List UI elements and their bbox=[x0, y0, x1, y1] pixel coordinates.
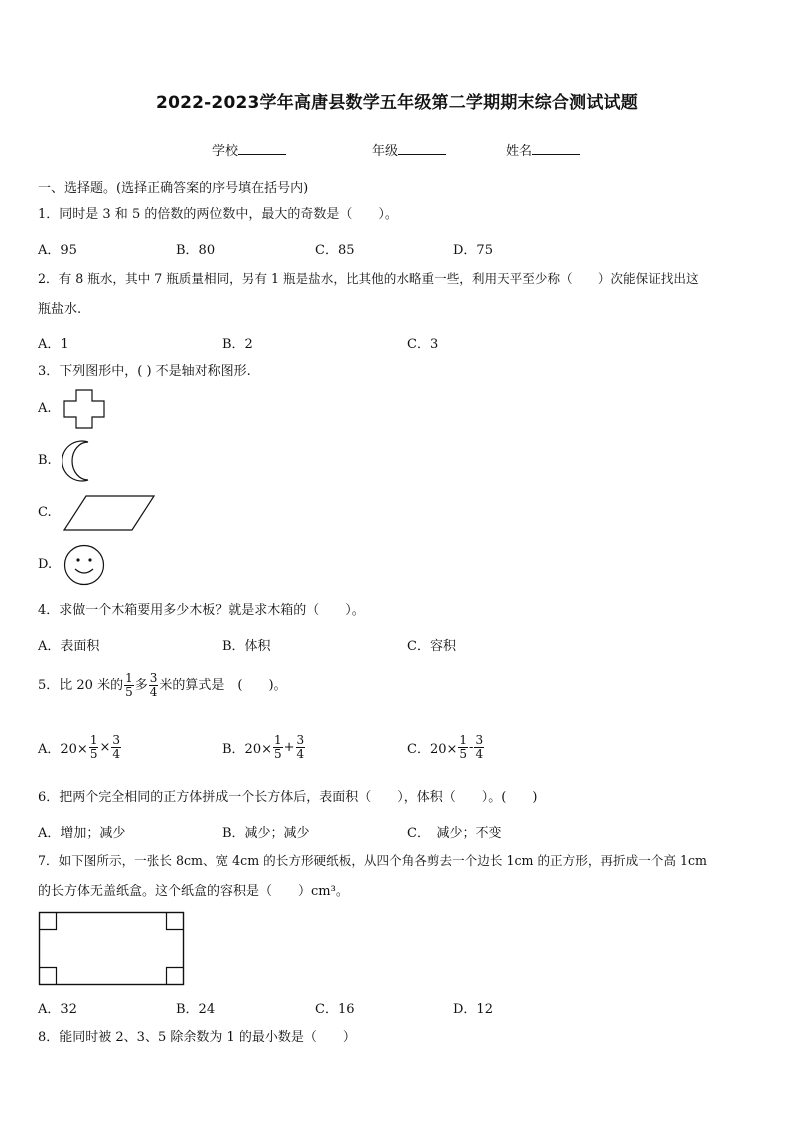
q5-option-c-prefix: C．20× bbox=[407, 742, 458, 757]
q5-option-c-fraction-1 bbox=[458, 734, 468, 761]
grade-label: 年级 bbox=[372, 144, 399, 159]
q5-option-a-operator: × bbox=[99, 740, 111, 755]
q5-option-c-operator: - bbox=[469, 740, 474, 755]
q7-option-c: C．16 bbox=[315, 1002, 355, 1017]
fraction-numerator: 3 bbox=[475, 733, 484, 747]
fraction-denominator: 4 bbox=[149, 685, 158, 699]
cardboard-corners-diagram bbox=[38, 911, 186, 987]
q5-text-mid: 多 bbox=[134, 677, 148, 693]
fraction-numerator: 1 bbox=[125, 671, 133, 685]
section-heading: 一、选择题。(选择正确答案的序号填在括号内) bbox=[38, 181, 309, 196]
q4-option-a: A．表面积 bbox=[38, 639, 100, 654]
fraction-numerator: 3 bbox=[149, 671, 158, 685]
q3-option-a: A. bbox=[38, 401, 52, 416]
q7-option-d: D．12 bbox=[453, 1002, 493, 1017]
q5-option-c-fraction-2 bbox=[474, 734, 484, 761]
q5-option-b-fraction-2 bbox=[296, 734, 306, 761]
fraction-numerator: 3 bbox=[112, 733, 121, 747]
name-field bbox=[506, 140, 580, 159]
grade-blank bbox=[398, 142, 446, 155]
q6-option-c: C． 减少；不变 bbox=[407, 826, 502, 841]
fraction-denominator: 5 bbox=[274, 747, 282, 761]
q3-option-d: D. bbox=[38, 557, 53, 572]
q2-option-c: C．3 bbox=[407, 337, 439, 352]
fraction-numerator: 1 bbox=[459, 733, 468, 747]
q5-option-b-operator: + bbox=[283, 740, 295, 755]
parallelogram-icon bbox=[62, 494, 156, 532]
q5-option-a-fraction-2 bbox=[111, 734, 121, 761]
q3-option-c: C. bbox=[38, 505, 52, 520]
q2-option-b: B．2 bbox=[222, 337, 253, 352]
crescent-moon-icon bbox=[62, 440, 96, 482]
cross-shape-icon bbox=[63, 389, 105, 429]
q5-fraction-1 bbox=[124, 672, 134, 699]
q2-text-line2: 瓶盐水. bbox=[38, 302, 82, 317]
fraction-numerator: 3 bbox=[296, 733, 305, 747]
grade-field bbox=[372, 140, 446, 159]
fraction-denominator: 5 bbox=[459, 747, 468, 761]
school-field bbox=[212, 140, 286, 159]
q3-option-b: B. bbox=[38, 453, 52, 468]
q2-option-a: A．1 bbox=[38, 337, 69, 352]
q5-text bbox=[38, 672, 287, 699]
q1-option-a: A．95 bbox=[38, 243, 77, 258]
q4-option-c: C．容积 bbox=[407, 639, 456, 654]
q5-option-b-prefix: B．20× bbox=[222, 742, 272, 757]
fraction-denominator: 4 bbox=[112, 747, 121, 761]
q5-option-c bbox=[407, 734, 485, 761]
q1-text: 1．同时是 3 和 5 的倍数的两位数中，最大的奇数是（ ）。 bbox=[38, 207, 398, 222]
fraction-denominator: 5 bbox=[125, 685, 133, 699]
fraction-denominator: 4 bbox=[475, 747, 484, 761]
q7-option-a: A．32 bbox=[38, 1002, 77, 1017]
fraction-numerator: 1 bbox=[89, 733, 98, 747]
name-blank bbox=[532, 142, 580, 155]
q5-option-a bbox=[38, 734, 122, 761]
q1-option-b: B．80 bbox=[176, 243, 216, 258]
q5-option-a-fraction-1 bbox=[89, 734, 99, 761]
q6-text: 6．把两个完全相同的正方体拼成一个长方体后，表面积（ ），体积（ ）。( ) bbox=[38, 790, 538, 805]
page-title: 2022-2023学年高唐县数学五年级第二学期期末综合测试试题 bbox=[156, 93, 638, 113]
q5-fraction-2 bbox=[149, 672, 159, 699]
q3-text: 3．下列图形中，( ) 不是轴对称图形. bbox=[38, 364, 251, 379]
name-label: 姓名 bbox=[506, 144, 533, 159]
q5-option-b bbox=[222, 734, 306, 761]
q4-option-b: B．体积 bbox=[222, 639, 271, 654]
fraction-denominator: 5 bbox=[89, 747, 98, 761]
q6-option-b: B．减少；减少 bbox=[222, 826, 310, 841]
q5-option-a-prefix: A．20× bbox=[38, 742, 88, 757]
q5-text-pre: 5．比 20 米的 bbox=[38, 677, 124, 693]
q2-text-line1: 2．有 8 瓶水，其中 7 瓶质量相同，另有 1 瓶是盐水，比其他的水略重一些，利用天平至少称（ ）次能保证找出这 bbox=[38, 271, 699, 286]
q5-text-post: 米的算式是 ( )。 bbox=[159, 677, 287, 693]
school-blank bbox=[238, 142, 286, 155]
q6-option-a: A．增加；减少 bbox=[38, 826, 126, 841]
smiley-face-icon bbox=[63, 544, 105, 586]
q8-text: 8．能同时被 2、3、5 除余数为 1 的最小数是（ ） bbox=[38, 1030, 356, 1045]
q4-text: 4．求做一个木箱要用多少木板？就是求木箱的（ ）。 bbox=[38, 603, 365, 618]
fraction-numerator: 1 bbox=[274, 733, 282, 747]
q7-text-line2: 的长方体无盖纸盒。这个纸盒的容积是（ ）cm³。 bbox=[38, 884, 349, 899]
q1-option-c: C．85 bbox=[315, 243, 355, 258]
q7-option-b: B．24 bbox=[176, 1002, 216, 1017]
q1-option-d: D．75 bbox=[453, 243, 493, 258]
q5-option-b-fraction-1 bbox=[273, 734, 283, 761]
school-label: 学校 bbox=[212, 144, 239, 159]
q7-text-line1: 7．如下图所示，一张长 8cm、宽 4cm 的长方形硬纸板，从四个角各剪去一个边长 1cm 的正方形，再折成一个高 1cm bbox=[38, 853, 707, 868]
fraction-denominator: 4 bbox=[296, 747, 305, 761]
